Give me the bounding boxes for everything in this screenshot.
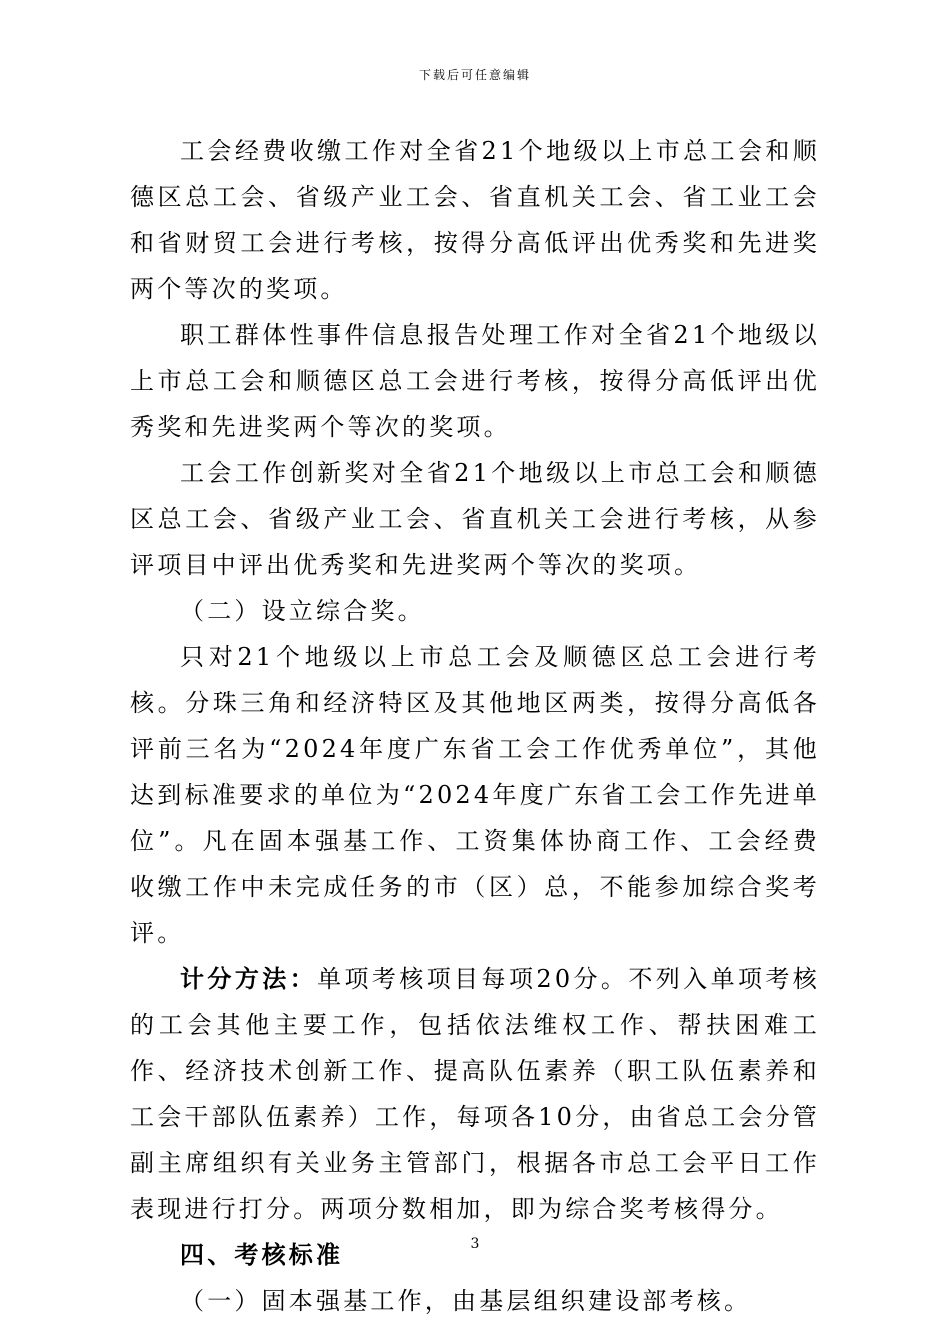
paragraph-incident-reporting: 职工群体性事件信息报告处理工作对全省21个地级以上市总工会和顺德区总工会进行考核，按得分高低评出优秀奖和先进奖两个等次的奖项。 (130, 321, 820, 441)
paragraph-scoring-method (130, 956, 820, 1232)
paragraph-comprehensive-award: 只对21个地级以上市总工会及顺德区总工会进行考核。分珠三角和经济特区及其他地区两类，按得分高低各评前三名为“2024年度广东省工会工作优秀单位”，其他达到标准要求的单位为“2024年度广东省工会工作先进单位”。凡在固本强基工作、工资集体协商工作、工会经费收缴工作中未完成任务的市（区）总，不能参加综合奖考评。 (130, 643, 820, 947)
scoring-text: 单项考核项目每项20分。不列入单项考核的工会其他主要工作，包括依法维权工作、帮扶困难工作、经济技术创新工作、提高队伍素养（职工队伍素养和工会干部队伍素养）工作，每项各10分，由省总工会分管副主席组织有关业务主管部门，根据各市总工会平日工作表现进行打分。两项分数相加，即为综合奖考核得分。 (130, 965, 820, 1223)
paragraph-fee-collection: 工会经费收缴工作对全省21个地级以上市总工会和顺德区总工会、省级产业工会、省直机关工会、省工业工会和省财贸工会进行考核，按得分高低评出优秀奖和先进奖两个等次的奖项。 (130, 137, 820, 303)
page-header-note: 下载后可任意编辑 (418, 68, 531, 82)
subheading-grassroots: （一）固本强基工作，由基层组织建设部考核。 (180, 1287, 752, 1315)
subheading-comprehensive-award: （二）设立综合奖。 (180, 597, 425, 625)
scoring-label: 计分方法： (180, 964, 318, 993)
section-heading-criteria: 四、考核标准 (180, 1240, 344, 1269)
page-number: 3 (470, 1236, 480, 1252)
document-body (130, 128, 820, 1324)
paragraph-innovation-award: 工会工作创新奖对全省21个地级以上市总工会和顺德区总工会、省级产业工会、省直机关工会进行考核，从参评项目中评出优秀奖和先进奖两个等次的奖项。 (130, 459, 820, 579)
